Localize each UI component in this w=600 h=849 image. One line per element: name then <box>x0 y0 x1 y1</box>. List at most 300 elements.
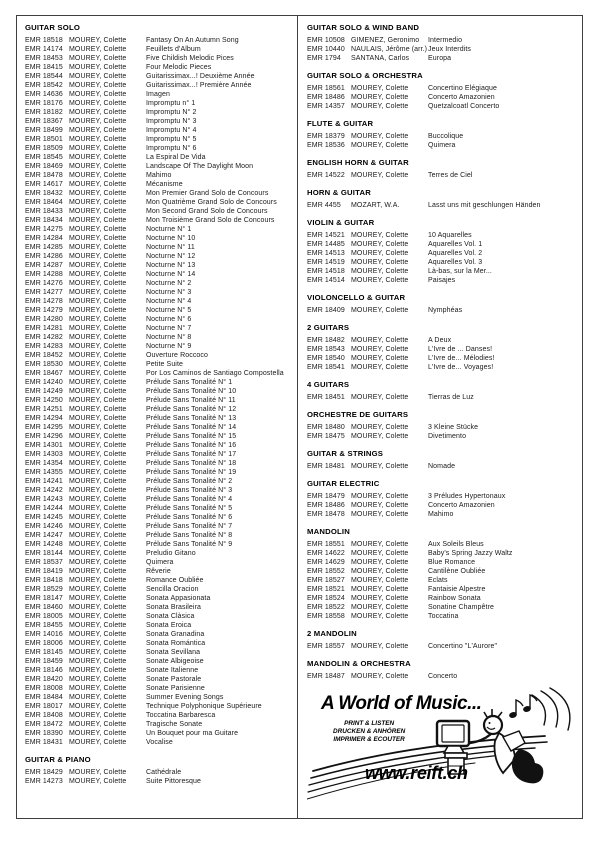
composer-name: MOUREY, Colette <box>351 586 409 593</box>
catalog-row <box>25 180 294 189</box>
catalog-row <box>25 423 294 432</box>
piece-title: Prélude Sans Tonalité N° 14 <box>146 424 237 431</box>
catalog-row <box>25 675 294 684</box>
composer-name: GIMENEZ, Geronimo <box>351 37 420 44</box>
piece-title: Sonate Albigeoise <box>146 658 204 665</box>
ref-number: EMR 14273 <box>25 778 63 785</box>
catalog-row <box>25 108 294 117</box>
composer-name: MOUREY, Colette <box>69 514 127 521</box>
composer-name: MOUREY, Colette <box>69 559 127 566</box>
composer-name: MOUREY, Colette <box>69 118 127 125</box>
catalog-row <box>25 441 294 450</box>
piece-title: Por Los Caminos de Santiago Compostella <box>146 370 284 377</box>
ref-number: EMR 18429 <box>25 769 63 776</box>
piece-title: Quimera <box>428 142 456 149</box>
ref-number: EMR 14241 <box>25 478 63 485</box>
composer-name: MOUREY, Colette <box>351 568 409 575</box>
piece-title: Five Childish Melodic Pices <box>146 55 234 62</box>
piece-title: Nocturne N° 5 <box>146 307 192 314</box>
piece-title: Impromptu N° 5 <box>146 136 197 143</box>
catalog-row <box>307 558 579 567</box>
composer-name: MOUREY, Colette <box>69 433 127 440</box>
section-title: 4 GUITARS <box>307 380 350 389</box>
ref-number: EMR 18472 <box>25 721 63 728</box>
piece-title: Mon Troisième Grand Solo de Concours <box>146 217 275 224</box>
ref-number: EMR 18452 <box>25 352 63 359</box>
composer-name: MOUREY, Colette <box>351 142 409 149</box>
ref-number: EMR 14519 <box>307 259 345 266</box>
section-title: GUITAR ELECTRIC <box>307 479 380 488</box>
composer-name: MOUREY, Colette <box>351 613 409 620</box>
ref-number: EMR 14245 <box>25 514 63 521</box>
composer-name: MOUREY, Colette <box>69 235 127 242</box>
catalog-row <box>25 54 294 63</box>
ref-number: EMR 18479 <box>307 493 345 500</box>
catalog-row <box>25 720 294 729</box>
ref-number: EMR 18467 <box>25 370 63 377</box>
piece-title: Suite Pittoresque <box>146 778 202 785</box>
catalog-row <box>307 567 579 576</box>
piece-title: Prélude Sans Tonalité N° 3 <box>146 487 233 494</box>
composer-name: MOUREY, Colette <box>69 370 127 377</box>
ref-number: EMR 14251 <box>25 406 63 413</box>
composer-name: MOUREY, Colette <box>351 673 409 680</box>
catalog-row <box>307 132 579 141</box>
catalog-row <box>25 225 294 234</box>
ref-number: EMR 18484 <box>25 694 63 701</box>
ref-number: EMR 18145 <box>25 649 63 656</box>
section-title: ENGLISH HORN & GUITAR <box>307 158 409 167</box>
piece-title: Mon Premier Grand Solo de Concours <box>146 190 269 197</box>
catalog-section <box>307 651 579 681</box>
catalog-row <box>307 603 579 612</box>
piece-title: Aquarelles Vol. 1 <box>428 241 483 248</box>
catalog-row <box>25 117 294 126</box>
composer-name: MOUREY, Colette <box>351 643 409 650</box>
composer-name: MOZART, W.A. <box>351 202 400 209</box>
ref-number: EMR 14629 <box>307 559 345 566</box>
piece-title: Sonata Romántica <box>146 640 206 647</box>
ref-number: EMR 14247 <box>25 532 63 539</box>
composer-name: MOUREY, Colette <box>69 586 127 593</box>
piece-title: Sonate Italienne <box>146 667 199 674</box>
catalog-row <box>25 768 294 777</box>
section-title: GUITAR & PIANO <box>25 755 91 764</box>
ref-number: EMR 14296 <box>25 433 63 440</box>
ref-number: EMR 14485 <box>307 241 345 248</box>
ref-number: EMR 14280 <box>25 316 63 323</box>
catalog-row <box>25 288 294 297</box>
section-title: 2 MANDOLIN <box>307 629 357 638</box>
catalog-row <box>307 45 579 54</box>
ref-number: EMR 18182 <box>25 109 63 116</box>
composer-name: MOUREY, Colette <box>69 424 127 431</box>
ref-number: EMR 14244 <box>25 505 63 512</box>
composer-name: MOUREY, Colette <box>69 469 127 476</box>
composer-name: MOUREY, Colette <box>69 778 127 785</box>
ref-number: EMR 14286 <box>25 253 63 260</box>
logo-subtitle-de: DRUCKEN & ANHÖREN <box>333 727 406 735</box>
catalog-row <box>25 684 294 693</box>
music-notes-icon <box>509 695 537 718</box>
piece-title: Lasst uns mit geschlungen Händen <box>428 202 541 209</box>
composer-name: MOUREY, Colette <box>351 364 409 371</box>
piece-title: L'Ivre de ... Danses! <box>428 346 493 353</box>
catalog-row <box>25 189 294 198</box>
piece-title: Impromptu n° 1 <box>146 100 196 107</box>
catalog-row <box>25 81 294 90</box>
composer-name: MOUREY, Colette <box>69 496 127 503</box>
section-title: MANDOLIN & ORCHESTRA <box>307 659 411 668</box>
catalog-row <box>25 216 294 225</box>
ref-number: EMR 14016 <box>25 631 63 638</box>
catalog-row <box>25 198 294 207</box>
composer-name: MOUREY, Colette <box>69 721 127 728</box>
composer-name: MOUREY, Colette <box>69 703 127 710</box>
composer-name: MOUREY, Colette <box>69 280 127 287</box>
catalog-row <box>25 666 294 675</box>
piece-title: Sonate Pastorale <box>146 676 202 683</box>
piece-title: Prélude Sans Tonalité N° 7 <box>146 523 233 530</box>
ref-number: EMR 14357 <box>307 103 345 110</box>
composer-name: MOUREY, Colette <box>351 559 409 566</box>
composer-name: MOUREY, Colette <box>351 550 409 557</box>
catalog-row <box>25 90 294 99</box>
logo-subtitle-en: PRINT & LISTEN <box>344 720 395 727</box>
composer-name: MOUREY, Colette <box>69 316 127 323</box>
composer-name: MOUREY, Colette <box>69 442 127 449</box>
piece-title: Prélude Sans Tonalité N° 10 <box>146 388 237 395</box>
composer-name: MOUREY, Colette <box>351 250 409 257</box>
composer-name: MOUREY, Colette <box>69 244 127 251</box>
website-link[interactable]: www.reift.ch <box>365 763 468 783</box>
ref-number: EMR 14355 <box>25 469 63 476</box>
ref-number: EMR 18543 <box>307 346 345 353</box>
ref-number: EMR 14521 <box>307 232 345 239</box>
composer-name: MOUREY, Colette <box>351 424 409 431</box>
catalog-row <box>25 639 294 648</box>
catalog-row <box>307 141 579 150</box>
ref-number: EMR 18552 <box>307 568 345 575</box>
composer-name: MOUREY, Colette <box>69 460 127 467</box>
catalog-row <box>307 336 579 345</box>
catalog-row <box>25 531 294 540</box>
catalog-row <box>25 495 294 504</box>
piece-title: Prélude Sans Tonalité N° 13 <box>146 415 237 422</box>
composer-name: MOUREY, Colette <box>69 532 127 539</box>
composer-name: MOUREY, Colette <box>351 241 409 248</box>
catalog-row <box>25 777 294 786</box>
composer-name: MOUREY, Colette <box>69 658 127 665</box>
ref-number: EMR 14354 <box>25 460 63 467</box>
composer-name: MOUREY, Colette <box>69 226 127 233</box>
piece-title: Prélude Sans Tonalité N° 17 <box>146 451 237 458</box>
ref-number: EMR 18144 <box>25 550 63 557</box>
catalog-row <box>25 558 294 567</box>
piece-title: Impromptu N° 3 <box>146 118 197 125</box>
composer-name: MOUREY, Colette <box>69 109 127 116</box>
catalog-row <box>307 510 579 519</box>
composer-name: MOUREY, Colette <box>69 190 127 197</box>
ref-number: EMR 14303 <box>25 451 63 458</box>
piece-title: Sonata Sevillana <box>146 649 201 656</box>
catalog-row <box>25 585 294 594</box>
piece-title: Nymphéas <box>428 307 463 314</box>
ref-number: EMR 18486 <box>307 94 345 101</box>
catalog-section <box>307 441 579 471</box>
composer-name: MOUREY, Colette <box>69 640 127 647</box>
piece-title: Mon Quatrième Grand Solo de Concours <box>146 199 277 206</box>
ref-number: EMR 18541 <box>307 364 345 371</box>
catalog-row <box>307 540 579 549</box>
composer-name: MOUREY, Colette <box>69 622 127 629</box>
piece-title: Sonata Granadina <box>146 631 205 638</box>
section-title: GUITAR SOLO & WIND BAND <box>307 23 420 32</box>
composer-name: MOUREY, Colette <box>351 85 409 92</box>
piece-title: Cantilène Oubliée <box>428 568 486 575</box>
piece-title: Sonata Eroica <box>146 622 192 629</box>
catalog-row <box>307 492 579 501</box>
composer-name: MOUREY, Colette <box>69 739 127 746</box>
section-title: GUITAR SOLO <box>25 23 81 32</box>
catalog-row <box>25 369 294 378</box>
composer-name: MOUREY, Colette <box>69 298 127 305</box>
ref-number: EMR 18545 <box>25 154 63 161</box>
piece-title: Prélude Sans Tonalité N° 8 <box>146 532 233 539</box>
piece-title: Cathédrale <box>146 769 182 776</box>
composer-name: MOUREY, Colette <box>351 463 409 470</box>
composer-name: MOUREY, Colette <box>69 64 127 71</box>
ref-number: EMR 18453 <box>25 55 63 62</box>
ref-number: EMR 1794 <box>307 55 341 62</box>
piece-title: Guitarissimax...! Deuxième Année <box>146 73 255 80</box>
catalog-section <box>25 23 294 747</box>
piece-title: Blue Romance <box>428 559 476 566</box>
catalog-row <box>307 276 579 285</box>
catalog-row <box>25 63 294 72</box>
composer-name: MOUREY, Colette <box>69 769 127 776</box>
ref-number: EMR 18482 <box>307 337 345 344</box>
piece-title: Divetimento <box>428 433 467 440</box>
piece-title: Nocturne N° 1 <box>146 226 192 233</box>
ref-number: EMR 14288 <box>25 271 63 278</box>
ref-number: EMR 18432 <box>25 190 63 197</box>
ref-number: EMR 14284 <box>25 235 63 242</box>
ref-number: EMR 18487 <box>307 673 345 680</box>
ref-number: EMR 18459 <box>25 658 63 665</box>
ref-number: EMR 10508 <box>307 37 345 44</box>
piece-title: Petite Suite <box>146 361 183 368</box>
ref-number: EMR 14276 <box>25 280 63 287</box>
catalog-row <box>307 462 579 471</box>
composer-name: MOUREY, Colette <box>69 334 127 341</box>
composer-name: MOUREY, Colette <box>69 451 127 458</box>
piece-title: Romance Oubliée <box>146 577 204 584</box>
ref-number: EMR 14242 <box>25 487 63 494</box>
ref-number: EMR 10440 <box>307 46 345 53</box>
section-title: HORN & GUITAR <box>307 188 371 197</box>
composer-name: MOUREY, Colette <box>69 406 127 413</box>
ref-number: EMR 14279 <box>25 307 63 314</box>
catalog-row <box>25 504 294 513</box>
composer-name: MOUREY, Colette <box>351 433 409 440</box>
ref-number: EMR 18542 <box>25 82 63 89</box>
piece-title: Un Bouquet pour ma Guitare <box>146 730 239 737</box>
catalog-row <box>25 468 294 477</box>
catalog-row <box>307 306 579 315</box>
ref-number: EMR 18558 <box>307 613 345 620</box>
composer-name: MOUREY, Colette <box>69 388 127 395</box>
catalog-row <box>25 324 294 333</box>
ref-number: EMR 14285 <box>25 244 63 251</box>
piece-title: Impromptu N° 2 <box>146 109 197 116</box>
ref-number: EMR 18176 <box>25 100 63 107</box>
composer-name: MOUREY, Colette <box>351 511 409 518</box>
logo-subtitle-fr: IMPRIMER & ECOUTER <box>333 735 405 743</box>
ref-number: EMR 18518 <box>25 37 63 44</box>
piece-title: Prélude Sans Tonalité N° 12 <box>146 406 237 413</box>
ref-number: EMR 18536 <box>307 142 345 149</box>
composer-name: MOUREY, Colette <box>69 271 127 278</box>
piece-title: L'Ivre de... Voyages! <box>428 364 494 371</box>
catalog-row <box>307 36 579 45</box>
composer-name: MOUREY, Colette <box>69 676 127 683</box>
ref-number: EMR 18409 <box>307 307 345 314</box>
ref-number: EMR 14248 <box>25 541 63 548</box>
composer-name: MOUREY, Colette <box>69 154 127 161</box>
ref-number: EMR 18529 <box>25 586 63 593</box>
composer-name: MOUREY, Colette <box>69 730 127 737</box>
ref-number: EMR 18433 <box>25 208 63 215</box>
ref-number: EMR 14301 <box>25 442 63 449</box>
catalog-row <box>25 297 294 306</box>
composer-name: MOUREY, Colette <box>69 667 127 674</box>
piece-title: Summer Evening Songs <box>146 694 224 701</box>
catalog-row <box>307 345 579 354</box>
catalog-row <box>25 261 294 270</box>
catalog-row <box>307 201 579 210</box>
piece-title: Rêverie <box>146 568 171 575</box>
composer-name: MOUREY, Colette <box>69 577 127 584</box>
composer-name: MOUREY, Colette <box>69 631 127 638</box>
catalog-section <box>25 755 294 786</box>
piece-title: Prélude Sans Tonalité N° 19 <box>146 469 237 476</box>
catalog-row <box>25 360 294 369</box>
ref-number: EMR 14174 <box>25 46 63 53</box>
composer-name: MOUREY, Colette <box>69 307 127 314</box>
piece-title: Impromptu N° 6 <box>146 145 197 152</box>
catalog-row <box>25 396 294 405</box>
catalog-row <box>25 162 294 171</box>
piece-title: Aquarelles Vol. 2 <box>428 250 483 257</box>
ref-number: EMR 18419 <box>25 568 63 575</box>
ref-number: EMR 14246 <box>25 523 63 530</box>
ref-number: EMR 18478 <box>307 511 345 518</box>
catalog-row <box>25 522 294 531</box>
piece-title: Mon Second Grand Solo de Concours <box>146 208 268 215</box>
catalog-row <box>307 354 579 363</box>
ref-number: EMR 18418 <box>25 577 63 584</box>
composer-name: MOUREY, Colette <box>351 493 409 500</box>
catalog-section <box>307 180 579 210</box>
piece-title: Guitarissimax...! Première Année <box>146 82 252 89</box>
catalog-row <box>25 693 294 702</box>
piece-title: Prélude Sans Tonalité N° 6 <box>146 514 233 521</box>
composer-name: MOUREY, Colette <box>351 577 409 584</box>
ref-number: EMR 18521 <box>307 586 345 593</box>
catalog-row <box>25 414 294 423</box>
ref-number: EMR 18537 <box>25 559 63 566</box>
ref-number: EMR 14277 <box>25 289 63 296</box>
composer-name: MOUREY, Colette <box>351 337 409 344</box>
ref-number: EMR 14295 <box>25 424 63 431</box>
catalog-row <box>307 612 579 621</box>
chair-silhouette <box>512 749 543 783</box>
composer-name: MOUREY, Colette <box>351 268 409 275</box>
catalog-section <box>307 621 579 651</box>
piece-title: Rainbow Sonata <box>428 595 481 602</box>
piece-title: Quimera <box>146 559 174 566</box>
piece-title: Nocturne N° 7 <box>146 325 192 332</box>
ref-number: EMR 18147 <box>25 595 63 602</box>
catalog-row <box>307 432 579 441</box>
catalog-section <box>307 285 579 315</box>
piece-title: Tierras de Luz <box>428 394 474 401</box>
composer-name: MOUREY, Colette <box>69 694 127 701</box>
piece-title: Sonata Brasileira <box>146 604 202 611</box>
piece-title: Prélude Sans Tonalité N° 15 <box>146 433 237 440</box>
piece-title: Concertino "L'Aurore" <box>428 643 498 650</box>
piece-title: Nocturne N° 2 <box>146 280 192 287</box>
piece-title: 3 Préludes Hypertonaux <box>428 493 506 500</box>
catalog-row <box>25 171 294 180</box>
piece-title: Intermedio <box>428 37 463 44</box>
composer-name: MOUREY, Colette <box>69 505 127 512</box>
ref-number: EMR 18524 <box>307 595 345 602</box>
composer-name: MOUREY, Colette <box>69 568 127 575</box>
ref-number: EMR 18557 <box>307 643 345 650</box>
logo-subtitles <box>333 720 405 743</box>
ref-number: EMR 14250 <box>25 397 63 404</box>
piece-title: Sonatine Champêtre <box>428 604 495 611</box>
catalog-row <box>307 84 579 93</box>
catalog-row <box>25 738 294 747</box>
composer-name: MOUREY, Colette <box>69 172 127 179</box>
composer-name: MOUREY, Colette <box>69 595 127 602</box>
piece-title: Nocturne N° 13 <box>146 262 196 269</box>
piece-title: Sonate Parisienne <box>146 685 205 692</box>
catalog-row <box>25 342 294 351</box>
piece-title: Aux Soleils Bleus <box>428 541 484 548</box>
catalog-row <box>307 102 579 111</box>
piece-title: Mécanisme <box>146 181 183 188</box>
piece-title: Prélude Sans Tonalité N° 16 <box>146 442 237 449</box>
catalog-row <box>307 576 579 585</box>
ref-number: EMR 14240 <box>25 379 63 386</box>
catalog-row <box>25 450 294 459</box>
catalog-section <box>307 471 579 519</box>
composer-name: MOUREY, Colette <box>69 262 127 269</box>
ref-number: EMR 18017 <box>25 703 63 710</box>
catalog-row <box>25 207 294 216</box>
ref-number: EMR 18480 <box>307 424 345 431</box>
piece-title: Paisajes <box>428 277 456 284</box>
catalog-row <box>25 621 294 630</box>
ref-number: EMR 18367 <box>25 118 63 125</box>
catalog-row <box>307 258 579 267</box>
composer-name: MOUREY, Colette <box>69 523 127 530</box>
catalog-row <box>25 279 294 288</box>
